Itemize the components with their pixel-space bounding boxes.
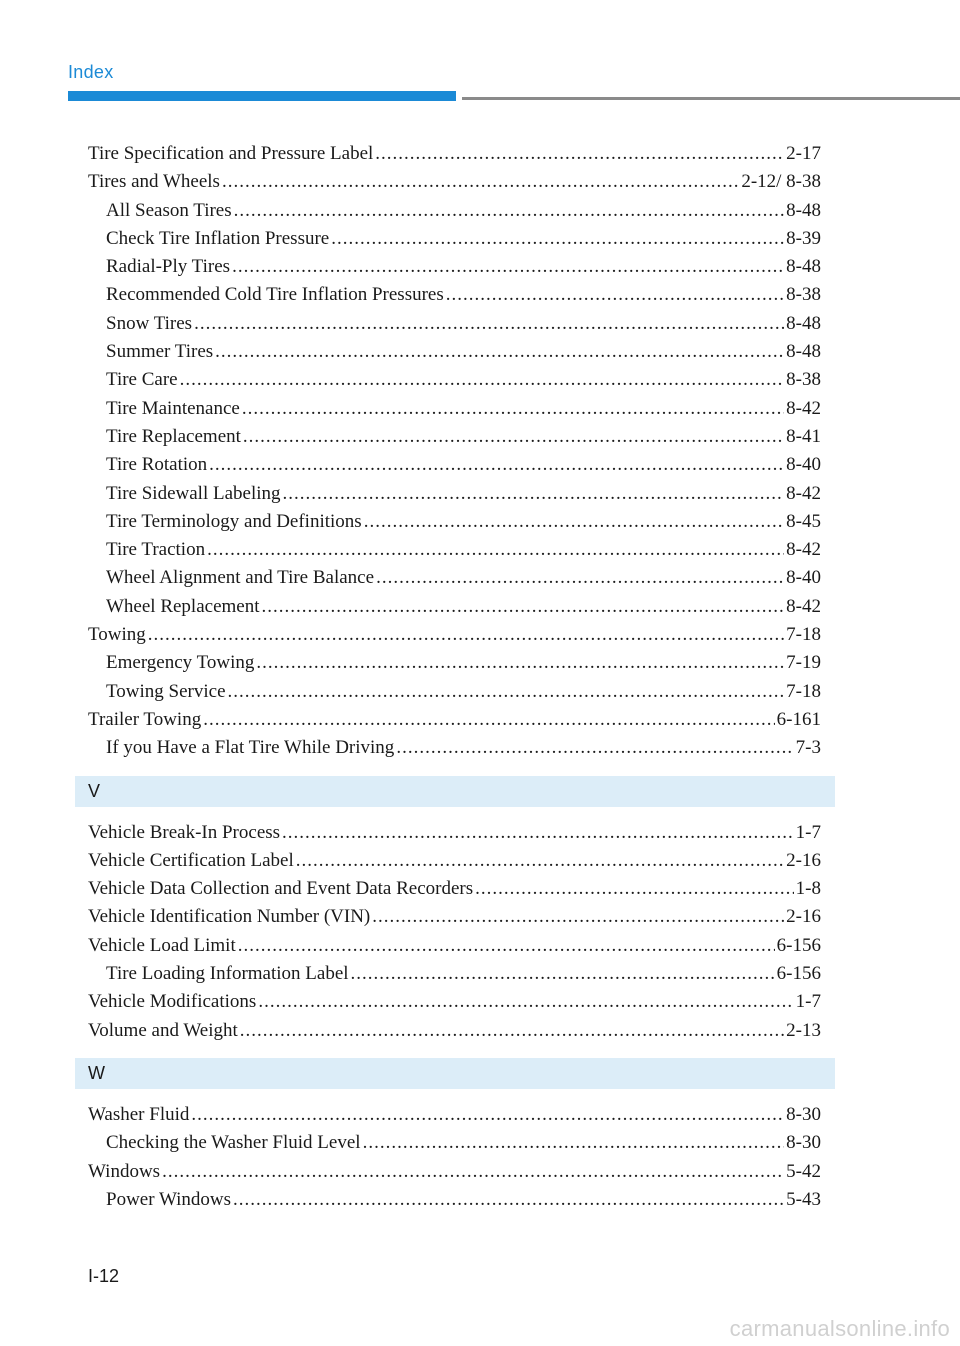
index-entry [75, 621, 835, 649]
dot-leader [233, 1186, 784, 1214]
entry-page-ref: 5-43 [786, 1188, 821, 1210]
dot-leader [376, 564, 784, 592]
index-entry [75, 1017, 835, 1045]
entry-label: Check Tire Inflation Pressure [106, 227, 330, 249]
entry-label: Summer Tires [106, 341, 214, 363]
entry-page-ref: 8-42 [786, 539, 821, 561]
dot-leader [194, 310, 784, 338]
entry-page-ref: 7-3 [795, 737, 821, 759]
dot-leader [363, 1129, 785, 1157]
page-number: I-12 [88, 1266, 120, 1286]
section-heading-v: V [75, 776, 835, 807]
entry-label: Volume and Weight [88, 1019, 238, 1041]
entry-page-ref: 8-42 [786, 482, 821, 504]
entry-page-ref: 2-13 [786, 1019, 821, 1041]
entry-page-ref: 8-48 [786, 312, 821, 334]
entry-page-ref: 5-42 [786, 1160, 821, 1182]
dot-leader [222, 168, 739, 196]
index-entry [75, 988, 835, 1016]
entry-label: Checking the Washer Fluid Level [106, 1132, 361, 1154]
entry-page-ref: 7-19 [786, 652, 821, 674]
index-subentry [75, 197, 835, 225]
index-entry [75, 819, 835, 847]
entry-label: Vehicle Data Collection and Event Data Recorders [88, 878, 474, 900]
index-subentry [75, 423, 835, 451]
dot-leader [283, 480, 785, 508]
index-list [75, 140, 835, 1214]
entry-label: Tires and Wheels [88, 171, 220, 193]
dot-leader [243, 423, 784, 451]
entry-label: Recommended Cold Tire Inflation Pressures [106, 284, 444, 306]
dot-leader [209, 451, 784, 479]
index-entry [75, 875, 835, 903]
entry-page-ref: 6-161 [776, 708, 821, 730]
entry-page-ref: 8-39 [786, 227, 821, 249]
entry-label: Wheel Replacement [106, 595, 260, 617]
dot-leader [364, 508, 784, 536]
entry-page-ref: 2-16 [786, 849, 821, 871]
index-subentry [75, 366, 835, 394]
index-entry [75, 168, 835, 196]
entry-page-ref: 8-42 [786, 397, 821, 419]
entry-page-ref: 6-156 [776, 963, 821, 985]
entry-page-ref: 8-48 [786, 341, 821, 363]
dot-leader [148, 621, 784, 649]
dot-leader [372, 903, 784, 931]
entry-page-ref: 8-41 [786, 425, 821, 447]
index-subentry [75, 281, 835, 309]
dot-leader [228, 678, 785, 706]
entry-label: Tire Loading Information Label [106, 963, 349, 985]
entry-page-ref: 2-17 [786, 143, 821, 164]
entry-page-ref: 8-45 [786, 510, 821, 532]
dot-leader [203, 706, 774, 734]
index-entry [75, 1101, 835, 1129]
entry-label: Trailer Towing [88, 708, 202, 730]
entry-page-ref: 1-7 [795, 991, 821, 1013]
entry-label: Wheel Alignment and Tire Balance [106, 567, 375, 589]
dot-leader [240, 1017, 784, 1045]
entry-page-ref: 7-18 [786, 624, 821, 646]
entry-label: Vehicle Modifications [88, 991, 257, 1013]
dot-leader [475, 875, 794, 903]
entry-label: Tire Traction [106, 539, 206, 561]
entry-label: Radial-Ply Tires [106, 256, 231, 278]
entry-page-ref: 7-18 [786, 680, 821, 702]
section-heading-w: W [75, 1058, 835, 1089]
dot-leader [282, 819, 794, 847]
index-subentry [75, 253, 835, 281]
entry-page-ref: 2-16 [786, 906, 821, 928]
index-subentry [75, 564, 835, 592]
index-subentry [75, 395, 835, 423]
index-subentry [75, 678, 835, 706]
dot-leader [162, 1158, 784, 1186]
entry-label: Towing Service [106, 680, 226, 702]
entry-page-ref: 6-156 [776, 934, 821, 956]
watermark: carmanualsonline.info [729, 1316, 950, 1341]
entry-page-ref: 2-12/ 8-38 [741, 171, 821, 193]
dot-leader [256, 649, 784, 677]
dot-leader [258, 988, 793, 1016]
entry-label: Tire Sidewall Labeling [106, 482, 281, 504]
entry-page-ref: 8-30 [786, 1132, 821, 1154]
entry-page-ref: 8-48 [786, 256, 821, 278]
dot-leader [396, 734, 793, 762]
header-accent-bar [68, 91, 456, 101]
index-subentry [75, 960, 835, 988]
index-entry [75, 847, 835, 875]
index-subentry [75, 1129, 835, 1157]
index-subentry [75, 310, 835, 338]
dot-leader [375, 140, 784, 168]
index-subentry [75, 451, 835, 479]
index-entry [75, 706, 835, 734]
dot-leader [180, 366, 785, 394]
entry-page-ref: 8-38 [786, 284, 821, 306]
dot-leader [351, 960, 775, 988]
entry-label: Tire Care [106, 369, 178, 391]
index-subentry [75, 536, 835, 564]
index-entry [75, 140, 835, 168]
entry-label: Vehicle Certification Label [88, 849, 294, 871]
entry-page-ref: 8-30 [786, 1103, 821, 1125]
entry-page-ref: 1-8 [795, 878, 821, 900]
entry-label: Windows [88, 1160, 161, 1182]
dot-leader [191, 1101, 784, 1129]
entry-label: If you Have a Flat Tire While Driving [106, 737, 395, 759]
index-subentry [75, 649, 835, 677]
page-header-title: Index [68, 62, 114, 82]
entry-label: Tire Replacement [106, 425, 241, 447]
dot-leader [238, 932, 775, 960]
entry-label: Emergency Towing [106, 652, 255, 674]
entry-label: Tire Rotation [106, 454, 208, 476]
index-subentry [75, 593, 835, 621]
dot-leader [242, 395, 784, 423]
entry-label: Tire Maintenance [106, 397, 240, 419]
entry-page-ref: 8-48 [786, 199, 821, 221]
index-entry [75, 903, 835, 931]
entry-label: Vehicle Identification Number (VIN) [88, 906, 371, 928]
dot-leader [296, 847, 784, 875]
dot-leader [262, 593, 785, 621]
index-subentry [75, 338, 835, 366]
dot-leader [234, 197, 785, 225]
index-subentry [75, 225, 835, 253]
entry-label: Tire Specification and Pressure Label [88, 143, 374, 164]
index-subentry [75, 1186, 835, 1214]
dot-leader [215, 338, 784, 366]
entry-label: Power Windows [106, 1188, 232, 1210]
entry-page-ref: 8-40 [786, 454, 821, 476]
dot-leader [207, 536, 784, 564]
entry-page-ref: 8-38 [786, 369, 821, 391]
entry-label: Snow Tires [106, 312, 193, 334]
index-subentry [75, 508, 835, 536]
header-rule [462, 97, 960, 100]
entry-page-ref: 8-42 [786, 595, 821, 617]
index-entry [75, 932, 835, 960]
entry-label: Vehicle Load Limit [88, 934, 236, 956]
entry-label: Washer Fluid [88, 1103, 190, 1125]
entry-page-ref: 8-40 [786, 567, 821, 589]
dot-leader [331, 225, 784, 253]
entry-label: All Season Tires [106, 199, 232, 221]
entry-label: Tire Terminology and Definitions [106, 510, 362, 532]
index-entry [75, 1158, 835, 1186]
entry-page-ref: 1-7 [795, 821, 821, 843]
entry-label: Vehicle Break-In Process [88, 821, 281, 843]
dot-leader [232, 253, 784, 281]
dot-leader [446, 281, 784, 309]
index-subentry [75, 480, 835, 508]
entry-label: Towing [88, 624, 146, 646]
index-subentry [75, 734, 835, 762]
